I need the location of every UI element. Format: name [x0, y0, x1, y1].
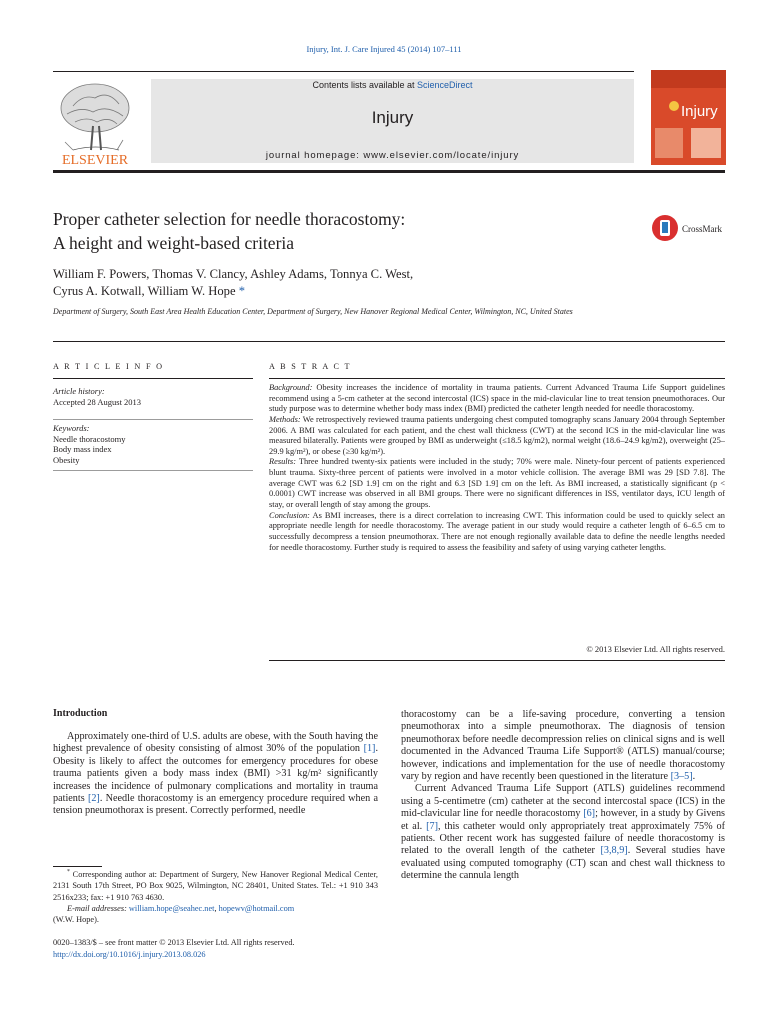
issn-doi-block — [53, 937, 378, 962]
abstract-bottom-rule — [269, 660, 725, 661]
abstract-rule — [269, 378, 725, 379]
article-info-rule — [53, 378, 253, 379]
header-top-rule — [53, 71, 634, 72]
reference-link[interactable]: [6] — [583, 808, 596, 820]
abstract-conclusion: Conclusion: As BMI increases, there is a direct correlation to increasing CWT. This information could be used to quickly select an appropriate needle length for needle thoracostomy. The average patient in our study would require a catheter length of 6–6.5 cm to successfully decompress a tension pneumothorax. There are not enough regionally available data to define the needle lengths needed for needle thoracostomy. Further study is required to assess the feasibility and safety of using varying catheter lengths. — [269, 510, 725, 552]
article-info-divider — [53, 470, 253, 471]
issn-line: 0020–1383/$ – see front matter © 2013 Elsevier Ltd. All rights reserved. — [53, 938, 295, 947]
journal-citation[interactable]: Injury, Int. J. Care Injured 45 (2014) 107–111 — [306, 44, 462, 54]
elsevier-tree-logo — [53, 76, 138, 168]
doi-link[interactable]: http://dx.doi.org/10.1016/j.injury.2013.08.026 — [53, 950, 206, 960]
keywords-block: Keywords: Needle thoracostomy Body mass index Obesity — [53, 423, 253, 465]
article-info-heading: A R T I C L E I N F O — [53, 362, 164, 371]
journal-name: Injury — [371, 108, 414, 127]
article-title: Proper catheter selection for needle thoracostomy: A height and weight-based criteria — [53, 209, 406, 253]
journal-cover-image — [651, 70, 726, 165]
body-paragraph: thoracostomy can be a life-saving procedure, converting a tension pneumothorax into a simple pneumothorax. The diagnosis of tension pneumothorax before needle decompression relies on clinical signs and is well documented in the Advanced Trauma Life Support® (ATLS) manual/course; however, indications and implementation for the use of needle thoracostomy vary by region and have recently been questioned in the literature [3–5]. — [401, 709, 725, 783]
email-link[interactable]: william.hope@seahec.net — [128, 903, 215, 913]
keyword: Body mass index — [53, 444, 112, 454]
footnote-rule — [53, 866, 102, 867]
reference-link[interactable]: [1] — [363, 743, 376, 755]
abstract-text — [269, 383, 725, 553]
author-affiliation: Department of Surgery, South East Area Health Education Center, Department of Surgery, New Hanover Regional Medical Center, Wilmington, NC, United States — [53, 307, 573, 316]
article-history: Article history: Accepted 28 August 2013 — [53, 386, 142, 407]
author-list: William F. Powers, Thomas V. Clancy, Ashley Adams, Tonnya C. West, Cyrus A. Kotwall, William W. Hope * — [53, 267, 414, 298]
keyword: Needle thoracostomy — [53, 433, 126, 444]
keyword: Obesity — [53, 454, 80, 465]
section-rule — [53, 341, 725, 342]
corresponding-author-mark[interactable]: * — [238, 284, 246, 298]
sciencedirect-link[interactable]: ScienceDirect — [417, 80, 473, 90]
article-info-divider — [53, 419, 253, 420]
abstract-results: Results: Three hundred twenty-six patients were included in the study; 70% were male. Ninety-four percent of patients experienced blunt trauma. Sixty-three percent of patients were involved in a motor vehicle collision. The average BMI was 29 [SD 7.8]. The average CWT was 6.2 [SD 1.9] cm on the right and 6.3 [SD 1.9] cm on the left. As BMI increased, a statistically significant (p < 0.0001) CWT increase was observed in all BMI groups. There were no significant differences in ISS, ventilator days, ICU length of stay, or overall length of stay among the groups. — [269, 457, 725, 510]
reference-link[interactable]: [7] — [426, 820, 439, 832]
abstract-background: Background: Obesity increases the incidence of mortality in trauma patients. Current Advanced Trauma Life Support guidelines recommend using a 5-cm catheter at the second intercostal (ICS) space in the mid-clavicular line to treat tension pneumothoraces. Our study purpose was to determine whether body mass index (BMI) predicted the catheter length needed for needle thoracostomy. — [269, 383, 725, 414]
body-left-column — [53, 731, 378, 818]
body-paragraph: Current Advanced Trauma Life Support (ATLS) guidelines recommend using a 5-centimetre (cm) catheter at the second intercostal space (ICS) in the mid-clavicular line for needle thoracostomy [6]; however, in a study by Givens et al. [7], this catheter would only appropriately treat approximately 75% of patients. Other recent work has suggested failure of needle thoracostomy is related to the overall length of the catheter [3,8,9]. Several studies have evaluated using computed tomography (CT) scan and chest wall thickness to determine the cannula length — [401, 783, 726, 882]
body-paragraph: Approximately one-third of U.S. adults are obese, with the South having the highest prevalence of obesity consisting of almost 30% of the population [1]. Obesity is likely to affect the outcomes for emergency procedures for obese trauma patients given a body mass index (BMI) >31 kg/m² significantly increases the incidence of pulmonary complications and mortality in trauma patients [2]. Needle thoracostomy is an emergency procedure required when a tension pneumothorax is present. Correctly performed, needle — [53, 731, 379, 817]
journal-homepage[interactable]: journal homepage: www.elsevier.com/locate/injury — [265, 150, 520, 161]
abstract-copyright: © 2013 Elsevier Ltd. All rights reserved. — [586, 644, 725, 654]
crossmark-badge[interactable] — [651, 213, 731, 243]
email-link[interactable]: hopewv@hotmail.com — [218, 903, 295, 913]
corresponding-author-footnote: * Corresponding author at: Department of Surgery, New Hanover Regional Medical Center, 2131 South 17th Street, PO Box 9025, Wilmington, NC 28401, United States. Tel.: +1 910 343 2516x233; fax: +1 910 763 4630. E-mail addresses: william.hope@seahec.net, hopewv@hotmail.com (W.W. Hope). — [53, 869, 378, 925]
elsevier-wordmark: ELSEVIER — [61, 153, 129, 168]
reference-link[interactable]: [3,8,9] — [600, 845, 628, 857]
contents-available-line: Contents lists available at ScienceDirect — [312, 80, 473, 90]
cover-title: Injury — [681, 103, 718, 120]
introduction-heading: Introduction — [53, 708, 108, 719]
body-right-column — [401, 709, 725, 883]
abstract-methods: Methods: We retrospectively reviewed trauma patients undergoing chest computed tomography scans January 2004 through September 2006. A BMI was calculated for each patient, and the chest wall thickness (CWT) at the second ICS in the mid-clavicular line was measured bilaterally. Patients were grouped by BMI as underweight (≤18.5 kg/m2), normal weight (18.6–24.9 kg/m2), overweight (25–29.9 kg/m²), or obese (≥30 kg/m²). — [269, 414, 725, 456]
svg-text:CrossMark: CrossMark — [682, 224, 722, 234]
header-bottom-rule — [53, 170, 725, 173]
reference-link[interactable]: [2] — [87, 793, 100, 805]
abstract-heading: A B S T R A C T — [269, 362, 352, 371]
reference-link[interactable]: [3–5] — [670, 771, 693, 783]
